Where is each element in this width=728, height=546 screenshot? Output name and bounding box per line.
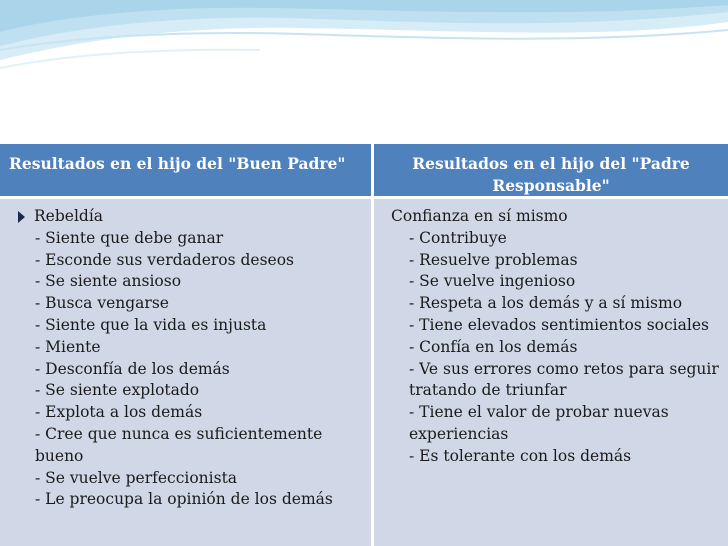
comparison-table: [0, 144, 728, 546]
list-item: - Es tolerante con los demás: [409, 446, 632, 465]
list-item: - Siente que la vida es injusta: [35, 315, 267, 334]
list-item: - Se vuelve ingenioso: [409, 272, 576, 291]
list-item: - Ve sus errores como retos para seguir tratando de triunfar: [409, 359, 719, 400]
list-item: - Resuelve problemas: [409, 250, 578, 269]
list-item: - Le preocupa la opinión de los demás: [35, 490, 333, 509]
list-item: - Se siente explotado: [35, 381, 200, 400]
list-item: - Tiene el valor de probar nuevas experiencias: [409, 403, 669, 443]
list-item: - Miente: [35, 337, 101, 356]
list-item: Confianza en sí mismo: [391, 207, 568, 225]
list-item: - Desconfía de los demás: [35, 359, 230, 378]
triangle-bullet-icon: [18, 211, 25, 223]
list-item: - Contribuye: [409, 228, 507, 247]
list-item: - Se vuelve perfeccionista: [35, 468, 238, 487]
decorative-wave-banner: [0, 0, 728, 100]
list-item: - Esconde sus verdaderos deseos: [35, 250, 294, 269]
list-item: - Siente que debe ganar: [35, 228, 224, 247]
left-column-body: [0, 199, 374, 546]
list-item: - Se siente ansioso: [35, 272, 182, 291]
left-column-header: Resultados en el hijo del "Buen Padre": [0, 144, 374, 199]
list-item: - Respeta a los demás y a sí mismo: [409, 294, 683, 313]
list-item: - Explota a los demás: [35, 403, 203, 422]
right-column-header: Resultados en el hijo del "Padre Responsable": [374, 144, 728, 199]
list-item: Rebeldía: [18, 206, 371, 228]
right-column-body: [374, 199, 728, 546]
list-item: - Busca vengarse: [35, 294, 169, 313]
list-item: - Confía en los demás: [409, 337, 578, 356]
list-item: - Tiene elevados sentimientos sociales: [409, 315, 709, 334]
list-item: - Cree que nunca es suficientemente bueno: [35, 424, 323, 465]
